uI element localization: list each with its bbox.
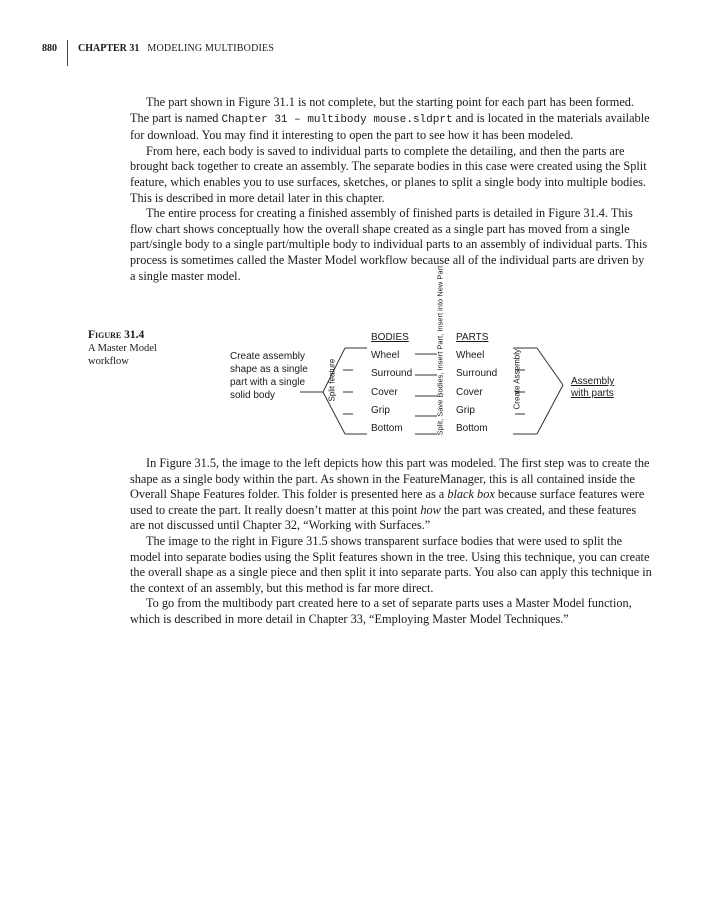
- later-paragraph-3: To go from the multibody part created here to a set of separate parts uses a Master Model function, which is described in more detail in Chapter 33, “Employing Master Model Techniques.”: [130, 596, 632, 626]
- chapter-label: CHAPTER 31: [78, 43, 140, 54]
- later-text: [130, 456, 652, 628]
- part-item: Cover: [456, 387, 483, 398]
- bodies-header: BODIES: [371, 332, 409, 343]
- intro-paragraph-2: From here, each body is saved to individual parts to complete the detailing, and then the parts are brought back together to create an assembly. The separate bodies in this case were created using the Split feature, which enables you to use surfaces, sketches, or planes to split a single body into multiple bodies. This is described in more detail later in this chapter.: [130, 143, 647, 205]
- body-item: Surround: [371, 368, 413, 379]
- file-name: Chapter 31 – multibody mouse.sldprt: [221, 113, 453, 126]
- emphasis: how: [420, 502, 441, 517]
- figure-label: Figure 31.4: [88, 329, 145, 341]
- later-paragraph-2: The image to the right in Figure 31.5 shows transparent surface bodies that were used to split the model into separate bodies using the Split features shown in the tree. Using this technique, you can create the overall shape as a single piece and then split it into separate parts. You also can apply this technique in the context of an assembly, but this method is far more direct.: [130, 533, 652, 595]
- intro-paragraph-1: The part shown in Figure 31.1 is not complete, but the starting point for each part has been formed. The part is named Chapter 31 – multibody mouse.sldprt and is located in the materials available for download. You may find it interesting to open the part to see how it has been modeled.: [130, 95, 650, 143]
- chapter-title: MODELING MULTIBODIES: [147, 43, 275, 54]
- part-item: Wheel: [456, 350, 485, 361]
- intro-text: [130, 95, 652, 284]
- part-item: Grip: [456, 405, 475, 416]
- workflow-diagram: [225, 265, 625, 442]
- emphasis: black box: [447, 487, 495, 502]
- intro-paragraph-3: The entire process for creating a finished assembly of finished parts is detailed in Figure 31.4. This flow chart shows conceptually how the overall shape created as a single part has moved from a single part/single body to a single part/multiple body to individual parts to an assembly of individual parts. This process is sometimes called the Master Model workflow because all of the individual parts are driven by a single master model.: [130, 206, 648, 283]
- start-step: Create assembly shape as a single part with a single solid body: [230, 351, 308, 401]
- body-item: Bottom: [371, 423, 403, 434]
- connector-merge: [537, 385, 563, 434]
- result-label: Assembly with parts: [571, 376, 615, 399]
- body-item: Grip: [371, 405, 390, 416]
- body-item: Wheel: [371, 350, 400, 361]
- part-item: Bottom: [456, 423, 488, 434]
- part-item: Surround: [456, 368, 498, 379]
- figure-caption: [88, 329, 188, 368]
- body-item: Cover: [371, 387, 398, 398]
- page-header: [42, 40, 274, 66]
- later-paragraph-1: In Figure 31.5, the image to the left depicts how this part was modeled. The first step was to create the shape as a single body within the part. As shown in the FeatureManager, this is all contained inside the Overall Shape Features folder. This folder is presented here as a black box because surface features were used to create the part. It really doesn’t matter at this point how the part was created, and these features are not discussed until Chapter 32, “Working with Surfaces.”: [130, 456, 650, 533]
- page-number: 880: [42, 43, 57, 54]
- figure-caption-text: A Master Model workflow: [88, 343, 157, 367]
- split-feature-label: Split feature: [327, 358, 337, 402]
- save-bodies-label: Split, Save Bodies, Insert Part, Insert into New Part: [435, 265, 445, 436]
- create-assembly-label: Create Assembly: [512, 349, 522, 410]
- parts-header: PARTS: [456, 332, 489, 343]
- header-divider: [67, 40, 68, 66]
- connector-merge: [537, 348, 563, 385]
